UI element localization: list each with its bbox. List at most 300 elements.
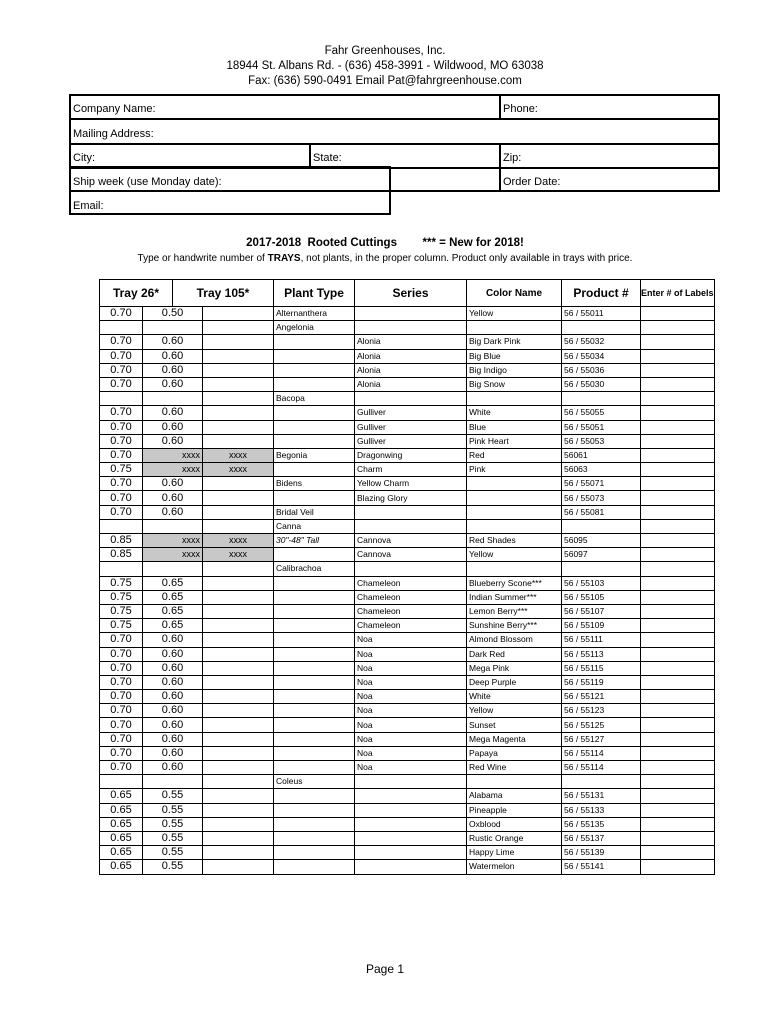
tray26-price: 0.65 — [100, 817, 143, 831]
labels-entry-cell[interactable] — [641, 335, 715, 349]
tray26-price: 0.70 — [100, 377, 143, 391]
labels-entry-cell[interactable] — [641, 803, 715, 817]
plant-type — [274, 647, 355, 661]
tray-unavailable-marker: xxxx — [143, 463, 203, 477]
tray26-price: 0.70 — [100, 335, 143, 349]
plant-type — [274, 718, 355, 732]
product-number: 56 / 55051 — [562, 420, 641, 434]
product-number: 56 / 55053 — [562, 434, 641, 448]
mailing-address-field[interactable]: Mailing Address: — [73, 128, 154, 140]
series — [355, 321, 467, 335]
tray-order-cell[interactable] — [203, 562, 274, 576]
product-number: 56 / 55114 — [562, 761, 641, 775]
color-name: Oxblood — [467, 817, 562, 831]
plant-type — [274, 803, 355, 817]
labels-entry-cell[interactable] — [641, 463, 715, 477]
tray26-price: 0.70 — [100, 349, 143, 363]
tray-order-cell[interactable] — [203, 377, 274, 391]
labels-entry-cell[interactable] — [641, 831, 715, 845]
product-number — [562, 562, 641, 576]
table-row — [100, 803, 715, 817]
labels-entry-cell[interactable] — [641, 434, 715, 448]
table-row — [100, 704, 715, 718]
tray-order-cell[interactable] — [203, 576, 274, 590]
plant-type: Coleus — [274, 775, 355, 789]
tray105-price: 0.55 — [143, 846, 203, 860]
tray26-price: 0.70 — [100, 647, 143, 661]
tray26-price: 0.75 — [100, 604, 143, 618]
tray105-price: 0.50 — [143, 307, 203, 321]
tray105-price: 0.60 — [143, 761, 203, 775]
table-row — [100, 675, 715, 689]
tray-order-cell[interactable] — [203, 817, 274, 831]
product-number: 56 / 55036 — [562, 363, 641, 377]
tray-order-cell[interactable] — [203, 690, 274, 704]
zip-field[interactable]: Zip: — [503, 152, 522, 164]
table-row — [100, 775, 715, 789]
series — [355, 775, 467, 789]
product-number: 56 / 55141 — [562, 860, 641, 874]
color-name: Happy Lime — [467, 846, 562, 860]
color-name: Blueberry Scone*** — [467, 576, 562, 590]
plant-type — [274, 746, 355, 760]
tray26-price: 0.70 — [100, 363, 143, 377]
tray-unavailable-marker: xxxx — [203, 463, 274, 477]
tray105-price: 0.55 — [143, 831, 203, 845]
divider — [69, 143, 720, 145]
color-name: Red Shades — [467, 534, 562, 548]
labels-entry-cell[interactable] — [641, 846, 715, 860]
tray105-price: 0.60 — [143, 363, 203, 377]
labels-entry-cell[interactable] — [641, 718, 715, 732]
tray-order-cell[interactable] — [203, 619, 274, 633]
tray-order-cell[interactable] — [203, 661, 274, 675]
labels-entry-cell[interactable] — [641, 817, 715, 831]
plant-type — [274, 633, 355, 647]
labels-entry-cell[interactable] — [641, 661, 715, 675]
tray105-price: 0.65 — [143, 604, 203, 618]
col-header-tray105: Tray 105* — [173, 280, 274, 307]
company-contact: Fax: (636) 590-0491 Email Pat@fahrgreenhouse.com — [248, 75, 522, 87]
series: Chameleon — [355, 576, 467, 590]
product-table — [99, 279, 715, 875]
tray-order-cell[interactable] — [203, 831, 274, 845]
plant-type — [274, 377, 355, 391]
tray26-price: 0.70 — [100, 732, 143, 746]
table-row — [100, 633, 715, 647]
plant-type — [274, 661, 355, 675]
company-name-field[interactable]: Company Name: — [73, 103, 156, 115]
table-row — [100, 463, 715, 477]
labels-entry-cell[interactable] — [641, 675, 715, 689]
tray26-price: 0.85 — [100, 534, 143, 548]
plant-type: Bridal Veil — [274, 505, 355, 519]
table-row — [100, 307, 715, 321]
plant-type — [274, 846, 355, 860]
tray105-price: 0.60 — [143, 349, 203, 363]
labels-entry-cell[interactable] — [641, 576, 715, 590]
table-row — [100, 661, 715, 675]
color-name: Big Dark Pink — [467, 335, 562, 349]
labels-entry-cell[interactable] — [641, 505, 715, 519]
tray26-price: 0.70 — [100, 505, 143, 519]
labels-entry-cell[interactable] — [641, 307, 715, 321]
instructions-pre: Type or handwrite number of — [137, 253, 268, 264]
tray26-price — [100, 392, 143, 406]
tray105-price: 0.60 — [143, 746, 203, 760]
product-number: 56 / 55111 — [562, 633, 641, 647]
plant-type — [274, 576, 355, 590]
table-row — [100, 406, 715, 420]
tray-order-cell[interactable] — [203, 718, 274, 732]
series: Yellow Charm — [355, 477, 467, 491]
tray26-price: 0.65 — [100, 831, 143, 845]
tray26-price: 0.70 — [100, 420, 143, 434]
plant-type — [274, 349, 355, 363]
tray26-price: 0.70 — [100, 633, 143, 647]
tray105-price — [143, 519, 203, 533]
color-name: Red Wine — [467, 761, 562, 775]
tray-order-cell[interactable] — [203, 590, 274, 604]
tray-order-cell[interactable] — [203, 420, 274, 434]
table-row — [100, 860, 715, 874]
tray26-price — [100, 519, 143, 533]
labels-entry-cell[interactable] — [641, 448, 715, 462]
color-name: Papaya — [467, 746, 562, 760]
plant-type — [274, 335, 355, 349]
phone-field[interactable]: Phone: — [503, 103, 538, 115]
color-name — [467, 321, 562, 335]
tray105-price: 0.60 — [143, 690, 203, 704]
color-name: Red — [467, 448, 562, 462]
product-number: 56 / 55032 — [562, 335, 641, 349]
tray-order-cell[interactable] — [203, 789, 274, 803]
series — [355, 789, 467, 803]
series: Noa — [355, 704, 467, 718]
tray105-price: 0.60 — [143, 477, 203, 491]
tray-order-cell[interactable] — [203, 519, 274, 533]
series — [355, 803, 467, 817]
plant-type — [274, 434, 355, 448]
table-row — [100, 746, 715, 760]
labels-entry-cell[interactable] — [641, 604, 715, 618]
color-name — [467, 519, 562, 533]
tray105-price: 0.55 — [143, 860, 203, 874]
col-header-product-number: Product # — [562, 280, 641, 307]
tray26-price: 0.65 — [100, 803, 143, 817]
series: Gulliver — [355, 434, 467, 448]
series: Chameleon — [355, 590, 467, 604]
color-name: Rustic Orange — [467, 831, 562, 845]
tray-order-cell[interactable] — [203, 803, 274, 817]
series — [355, 505, 467, 519]
color-name — [467, 491, 562, 505]
order-date-field[interactable]: Order Date: — [503, 176, 561, 188]
table-row — [100, 505, 715, 519]
labels-entry-cell[interactable] — [641, 633, 715, 647]
labels-entry-cell[interactable] — [641, 732, 715, 746]
plant-type — [274, 406, 355, 420]
series: Noa — [355, 633, 467, 647]
col-header-labels: Enter # of Labels — [641, 280, 715, 307]
table-row — [100, 392, 715, 406]
labels-entry-cell[interactable] — [641, 619, 715, 633]
email-field[interactable]: Email: — [73, 200, 104, 212]
labels-entry-cell[interactable] — [641, 746, 715, 760]
tray105-price: 0.55 — [143, 789, 203, 803]
tray26-price: 0.70 — [100, 477, 143, 491]
color-name: Yellow — [467, 704, 562, 718]
product-number: 56 / 55107 — [562, 604, 641, 618]
series: Noa — [355, 661, 467, 675]
series — [355, 831, 467, 845]
plant-type — [274, 761, 355, 775]
labels-entry-cell[interactable] — [641, 647, 715, 661]
labels-entry-cell[interactable] — [641, 860, 715, 874]
tray-order-cell[interactable] — [203, 363, 274, 377]
series: Alonia — [355, 349, 467, 363]
series — [355, 860, 467, 874]
labels-entry-cell[interactable] — [641, 548, 715, 562]
table-row — [100, 491, 715, 505]
labels-entry-cell[interactable] — [641, 377, 715, 391]
product-number: 56 / 55127 — [562, 732, 641, 746]
table-row — [100, 817, 715, 831]
labels-entry-cell[interactable] — [641, 363, 715, 377]
product-number: 56063 — [562, 463, 641, 477]
product-number: 56 / 55109 — [562, 619, 641, 633]
tray-order-cell[interactable] — [203, 846, 274, 860]
color-name: Sunset — [467, 718, 562, 732]
series: Noa — [355, 675, 467, 689]
tray26-price: 0.65 — [100, 789, 143, 803]
tray26-price: 0.70 — [100, 434, 143, 448]
labels-entry-cell[interactable] — [641, 775, 715, 789]
product-number: 56 / 55123 — [562, 704, 641, 718]
product-number: 56 / 55114 — [562, 746, 641, 760]
table-row — [100, 534, 715, 548]
color-name — [467, 392, 562, 406]
color-name: Yellow — [467, 548, 562, 562]
labels-entry-cell[interactable] — [641, 420, 715, 434]
product-number: 56095 — [562, 534, 641, 548]
tray105-price: 0.60 — [143, 675, 203, 689]
tray26-price: 0.70 — [100, 491, 143, 505]
tray-order-cell[interactable] — [203, 633, 274, 647]
tray-order-cell[interactable] — [203, 335, 274, 349]
series — [355, 846, 467, 860]
tray26-price: 0.70 — [100, 718, 143, 732]
labels-entry-cell[interactable] — [641, 761, 715, 775]
table-row — [100, 562, 715, 576]
table-row — [100, 761, 715, 775]
series: Cannova — [355, 534, 467, 548]
table-row — [100, 690, 715, 704]
plant-type — [274, 548, 355, 562]
tray-order-cell[interactable] — [203, 349, 274, 363]
tray26-price: 0.70 — [100, 406, 143, 420]
tray-order-cell[interactable] — [203, 434, 274, 448]
plant-type — [274, 463, 355, 477]
product-number: 56 / 55137 — [562, 831, 641, 845]
plant-type — [274, 363, 355, 377]
product-number: 56 / 55073 — [562, 491, 641, 505]
tray-order-cell[interactable] — [203, 675, 274, 689]
tray-order-cell[interactable] — [203, 732, 274, 746]
color-name: Alabama — [467, 789, 562, 803]
color-name: Big Snow — [467, 377, 562, 391]
tray26-price: 0.70 — [100, 690, 143, 704]
plant-type: Angelonia — [274, 321, 355, 335]
tray105-price: 0.60 — [143, 491, 203, 505]
tray-order-cell[interactable] — [203, 604, 274, 618]
product-table-body — [100, 307, 715, 875]
tray105-price: 0.60 — [143, 377, 203, 391]
color-name: Big Indigo — [467, 363, 562, 377]
labels-entry-cell[interactable] — [641, 477, 715, 491]
labels-entry-cell[interactable] — [641, 519, 715, 533]
table-row — [100, 831, 715, 845]
tray105-price: 0.60 — [143, 661, 203, 675]
table-row — [100, 718, 715, 732]
color-name: Blue — [467, 420, 562, 434]
divider — [499, 94, 501, 118]
series — [355, 562, 467, 576]
tray26-price — [100, 562, 143, 576]
tray105-price — [143, 775, 203, 789]
tray26-price: 0.85 — [100, 548, 143, 562]
product-number: 56 / 55121 — [562, 690, 641, 704]
tray105-price: 0.60 — [143, 732, 203, 746]
tray-unavailable-marker: xxxx — [143, 448, 203, 462]
product-number: 56 / 55131 — [562, 789, 641, 803]
tray-order-cell[interactable] — [203, 321, 274, 335]
tray105-price: 0.65 — [143, 590, 203, 604]
company-name: Fahr Greenhouses, Inc. — [324, 45, 446, 57]
tray-order-cell[interactable] — [203, 647, 274, 661]
tray-order-cell[interactable] — [203, 491, 274, 505]
color-name — [467, 562, 562, 576]
color-name: Yellow — [467, 307, 562, 321]
plant-type: Begonia — [274, 448, 355, 462]
product-number: 56 / 55119 — [562, 675, 641, 689]
labels-entry-cell[interactable] — [641, 491, 715, 505]
tray26-price — [100, 321, 143, 335]
color-name: Lemon Berry*** — [467, 604, 562, 618]
tray-order-cell[interactable] — [203, 406, 274, 420]
series: Noa — [355, 647, 467, 661]
plant-type — [274, 817, 355, 831]
labels-entry-cell[interactable] — [641, 562, 715, 576]
product-number: 56 / 55081 — [562, 505, 641, 519]
product-number: 56 / 55011 — [562, 307, 641, 321]
labels-entry-cell[interactable] — [641, 704, 715, 718]
tray-order-cell[interactable] — [203, 704, 274, 718]
tray-order-cell[interactable] — [203, 860, 274, 874]
table-row — [100, 448, 715, 462]
tray26-price: 0.70 — [100, 661, 143, 675]
tray-order-cell[interactable] — [203, 775, 274, 789]
col-header-series: Series — [355, 280, 467, 307]
table-row — [100, 349, 715, 363]
tray-unavailable-marker: xxxx — [203, 448, 274, 462]
tray26-price: 0.70 — [100, 307, 143, 321]
labels-entry-cell[interactable] — [641, 406, 715, 420]
divider — [69, 118, 720, 120]
tray-order-cell[interactable] — [203, 392, 274, 406]
labels-entry-cell[interactable] — [641, 349, 715, 363]
series — [355, 307, 467, 321]
product-number: 56 / 55030 — [562, 377, 641, 391]
color-name: Pink Heart — [467, 434, 562, 448]
product-number: 56 / 55071 — [562, 477, 641, 491]
color-name: Dark Red — [467, 647, 562, 661]
product-number — [562, 519, 641, 533]
color-name: Deep Purple — [467, 675, 562, 689]
series: Blazing Glory — [355, 491, 467, 505]
tray26-price: 0.70 — [100, 704, 143, 718]
tray105-price — [143, 392, 203, 406]
tray-unavailable-marker: xxxx — [143, 548, 203, 562]
tray105-price: 0.60 — [143, 335, 203, 349]
city-field[interactable]: City: — [73, 152, 95, 164]
color-name — [467, 505, 562, 519]
series: Charm — [355, 463, 467, 477]
tray-order-cell[interactable] — [203, 746, 274, 760]
labels-entry-cell[interactable] — [641, 534, 715, 548]
product-number: 56 / 55105 — [562, 590, 641, 604]
tray-order-cell[interactable] — [203, 477, 274, 491]
tray-unavailable-marker: xxxx — [203, 534, 274, 548]
tray105-price — [143, 321, 203, 335]
plant-type: Calibrachoa — [274, 562, 355, 576]
plant-type: Bacopa — [274, 392, 355, 406]
series: Noa — [355, 690, 467, 704]
tray105-price: 0.55 — [143, 803, 203, 817]
table-row — [100, 519, 715, 533]
tray-order-cell[interactable] — [203, 761, 274, 775]
tray26-price: 0.75 — [100, 619, 143, 633]
labels-entry-cell[interactable] — [641, 321, 715, 335]
state-field[interactable]: State: — [313, 152, 342, 164]
tray105-price: 0.60 — [143, 505, 203, 519]
tray26-price: 0.75 — [100, 576, 143, 590]
tray105-price: 0.60 — [143, 633, 203, 647]
ship-week-field[interactable]: Ship week (use Monday date): — [73, 176, 222, 188]
tray26-price: 0.65 — [100, 846, 143, 860]
series: Gulliver — [355, 420, 467, 434]
tray105-price — [143, 562, 203, 576]
plant-type: Bidens — [274, 477, 355, 491]
labels-entry-cell[interactable] — [641, 789, 715, 803]
tray26-price — [100, 775, 143, 789]
series: Alonia — [355, 377, 467, 391]
labels-entry-cell[interactable] — [641, 690, 715, 704]
tray26-price: 0.65 — [100, 860, 143, 874]
instructions-post: , not plants, in the proper column. Product only available in trays with price. — [300, 253, 633, 264]
labels-entry-cell[interactable] — [641, 590, 715, 604]
tray26-price: 0.70 — [100, 675, 143, 689]
plant-type — [274, 590, 355, 604]
plant-type: 30"-48" Tall — [274, 534, 355, 548]
tray-order-cell[interactable] — [203, 307, 274, 321]
color-name: Pineapple — [467, 803, 562, 817]
product-number: 56 / 55055 — [562, 406, 641, 420]
tray-order-cell[interactable] — [203, 505, 274, 519]
plant-type — [274, 604, 355, 618]
product-number — [562, 321, 641, 335]
labels-entry-cell[interactable] — [641, 392, 715, 406]
